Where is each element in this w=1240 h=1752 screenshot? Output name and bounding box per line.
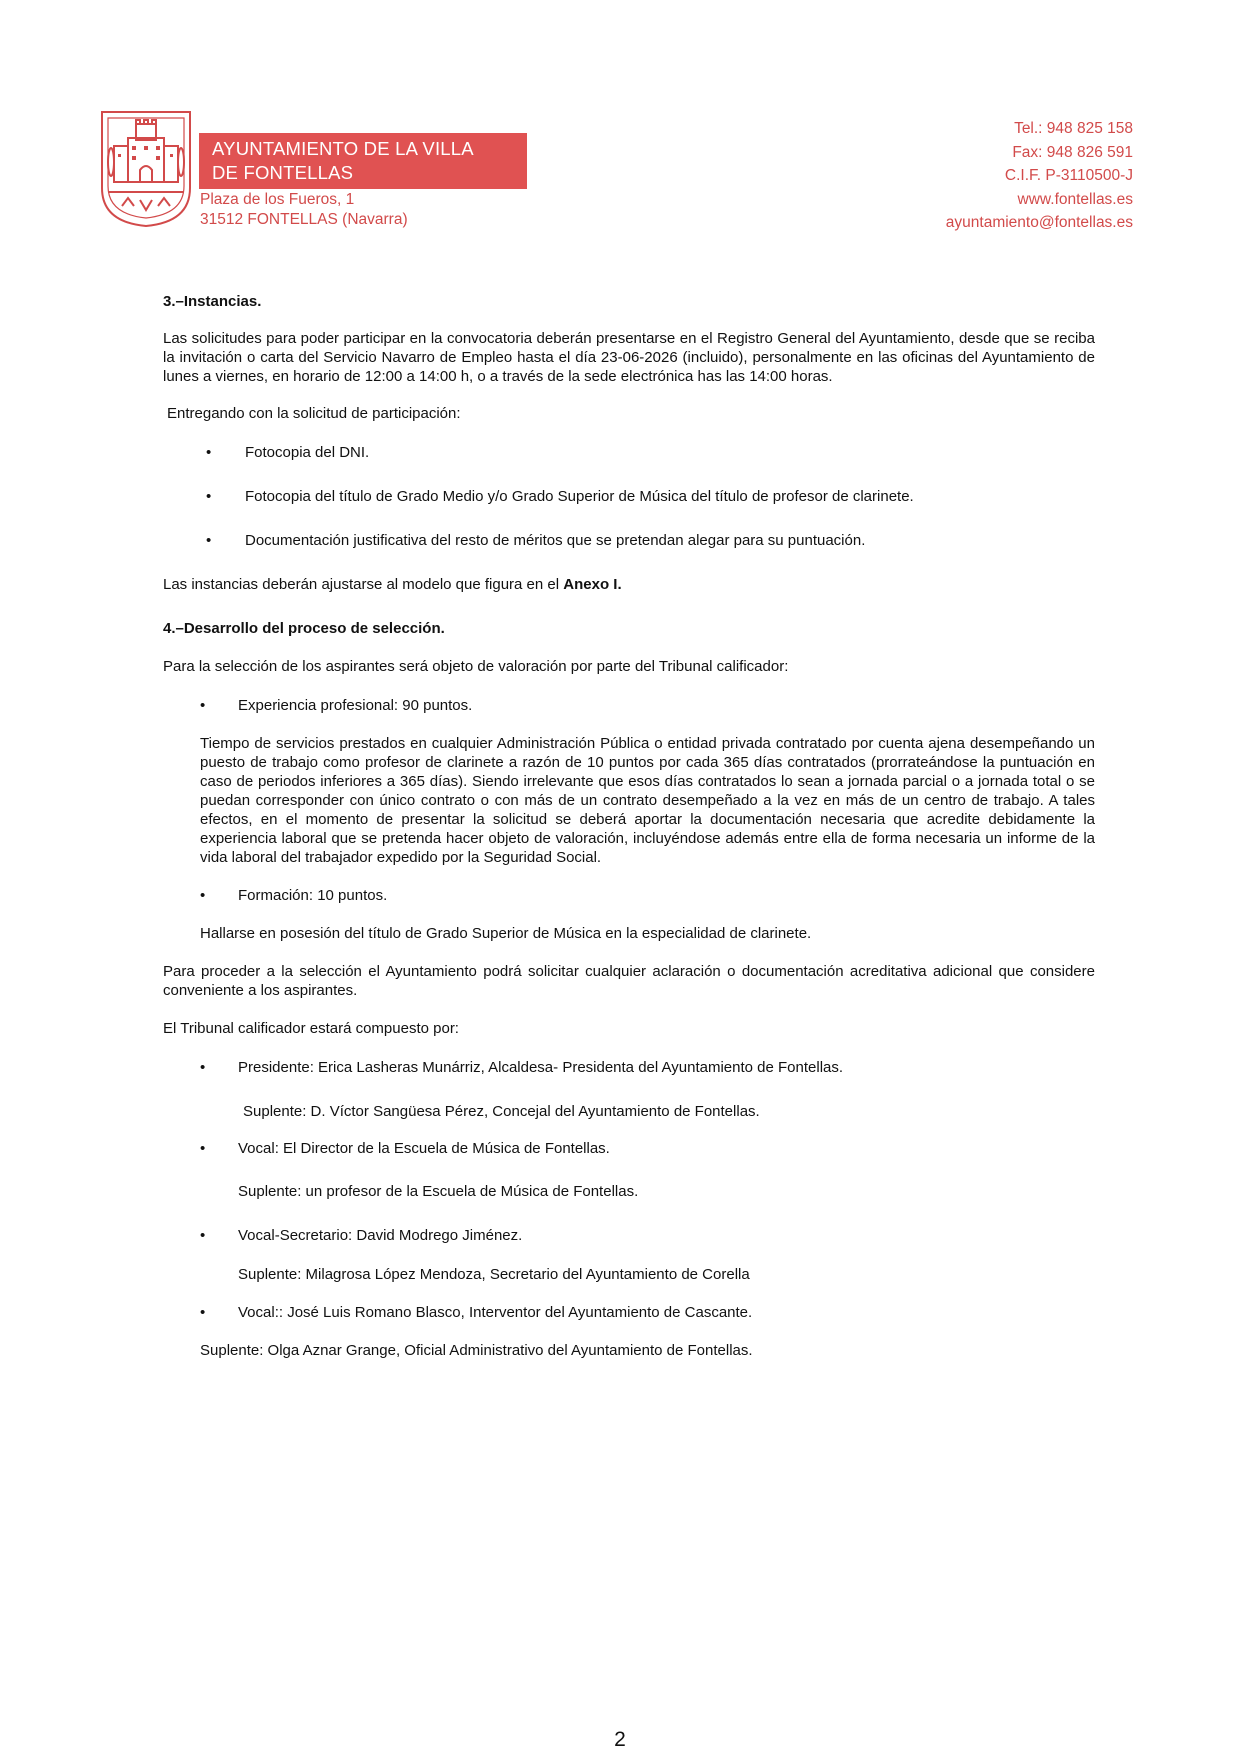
tribunal-member bbox=[163, 1226, 1095, 1245]
formacion-label: Formación: 10 puntos. bbox=[238, 887, 388, 904]
bullet-icon: • bbox=[200, 1140, 206, 1157]
tribunal-substitute: Suplente: Milagrosa López Mendoza, Secretario del Ayuntamiento de Corella bbox=[238, 1266, 750, 1283]
bullet-icon: • bbox=[200, 1304, 206, 1321]
bullet-icon: • bbox=[200, 697, 206, 714]
coat-of-arms-logo bbox=[100, 110, 192, 228]
list-item bbox=[163, 886, 1095, 905]
section4-title: 4.–Desarrollo del proceso de selección. bbox=[163, 620, 445, 637]
list-item bbox=[163, 443, 1095, 462]
organization-name-banner bbox=[199, 133, 527, 189]
section4-intro: Para la selección de los aspirantes será objeto de valoración por parte del Tribunal calificador: bbox=[163, 658, 789, 675]
section3-closing bbox=[163, 575, 1095, 594]
fax-number: Fax: 948 826 591 bbox=[1012, 143, 1133, 161]
website-link[interactable]: www.fontellas.es bbox=[1017, 190, 1133, 208]
org-name-line2: DE FONTELLAS bbox=[212, 162, 354, 183]
contact-block bbox=[946, 117, 1133, 235]
list-item-text: Fotocopia del título de Grado Medio y/o Grado Superior de Música del título de profesor de clarinete. bbox=[245, 488, 914, 505]
tribunal-role: Vocal:: José Luis Romano Blasco, Interventor del Ayuntamiento de Cascante. bbox=[238, 1304, 753, 1321]
tribunal-member bbox=[163, 1303, 1095, 1322]
bullet-icon: • bbox=[206, 532, 212, 549]
phone-number: Tel.: 948 825 158 bbox=[1014, 120, 1133, 137]
address-line2: 31512 FONTELLAS (Navarra) bbox=[200, 211, 408, 228]
tribunal-role: Presidente: Erica Lasheras Munárriz, Alcaldesa- Presidenta del Ayuntamiento de Fontellas. bbox=[238, 1059, 844, 1076]
tribunal-role: Vocal: El Director de la Escuela de Música de Fontellas. bbox=[238, 1140, 610, 1157]
email-link[interactable]: ayuntamiento@fontellas.es bbox=[945, 214, 1133, 231]
bullet-icon: • bbox=[200, 1059, 206, 1076]
cif-number: C.I.F. P-3110500-J bbox=[1004, 167, 1133, 184]
experiencia-label: Experiencia profesional: 90 puntos. bbox=[238, 697, 473, 714]
list-item bbox=[163, 696, 1095, 715]
organization-address bbox=[200, 190, 408, 230]
closing-text: Las instancias deberán ajustarse al modelo que figura en el bbox=[163, 576, 564, 593]
section3-title: 3.–Instancias. bbox=[163, 293, 262, 310]
tribunal-member bbox=[163, 1058, 1095, 1077]
list-item-text: Documentación justificativa del resto de méritos que se pretendan alegar para su puntuación. bbox=[245, 532, 866, 549]
selection-paragraph: Para proceder a la selección el Ayuntamiento podrá solicitar cualquier aclaración o documentación acreditativa adicional que considere conveniente a los aspirantes. bbox=[163, 963, 1095, 999]
formacion-description: Hallarse en posesión del título de Grado Superior de Música en la especialidad de clarinete. bbox=[200, 925, 812, 942]
tribunal-member bbox=[163, 1139, 1095, 1158]
tribunal-substitute: Suplente: Olga Aznar Grange, Oficial Administrativo del Ayuntamiento de Fontellas. bbox=[200, 1342, 753, 1359]
bullet-icon: • bbox=[200, 887, 206, 904]
bullet-icon: • bbox=[206, 488, 212, 505]
address-line1: Plaza de los Fueros, 1 bbox=[200, 191, 355, 208]
tribunal-intro: El Tribunal calificador estará compuesto por: bbox=[163, 1020, 459, 1037]
annex-reference: Anexo I. bbox=[563, 576, 622, 593]
document-body bbox=[163, 292, 1095, 1360]
tribunal-role: Vocal-Secretario: David Modrego Jiménez. bbox=[238, 1227, 523, 1244]
org-name-line1: AYUNTAMIENTO DE LA VILLA bbox=[212, 138, 474, 159]
page-number: 2 bbox=[614, 1728, 626, 1751]
section3-paragraph: Las solicitudes para poder participar en la convocatoria deberán presentarse en el Registro General del Ayuntamiento, desde que se reciba la invitación o carta del Servicio Navarro de Empleo hasta el día 23-06-2026 (incluido), personalmente en las oficinas del Ayuntamiento de lunes a viernes, en horario de 12:00 a 14:00 h, o a través de la sede electrónica has las 14:00 horas. bbox=[163, 330, 1095, 385]
experiencia-description: Tiempo de servicios prestados en cualquier Administración Pública o entidad privada contratado por cuenta ajena desempeñando un puesto de trabajo como profesor de clarinete a razón de 10 puntos por cada 365 días contratados (prorrateándose la puntuación en caso de periodos inferiores a 365 días). Siendo irrelevante que esos días contratados lo sean a jornada parcial o a jornada total o se puedan corresponder con único contrato o con más de un contrato desempeñado a la vez en más de un centro de trabajo. A tales efectos, en el momento de presentar la solicitud se deberá aportar la documentación necesaria que acredite debidamente la experiencia laboral que se pretenda hacer objeto de valoración, incluyéndose además entre ella de forma necesaria un informe de la vida laboral del trabajador expedido por la Seguridad Social. bbox=[200, 735, 1095, 866]
list-item bbox=[163, 487, 1095, 506]
list-item-text: Fotocopia del DNI. bbox=[245, 444, 370, 461]
section3-intro: Entregando con la solicitud de participación: bbox=[167, 405, 461, 422]
tribunal-substitute: Suplente: D. Víctor Sangüesa Pérez, Concejal del Ayuntamiento de Fontellas. bbox=[243, 1103, 760, 1120]
tribunal-substitute: Suplente: un profesor de la Escuela de Música de Fontellas. bbox=[238, 1183, 639, 1200]
bullet-icon: • bbox=[200, 1227, 206, 1244]
bullet-icon: • bbox=[206, 444, 212, 461]
list-item bbox=[163, 531, 1095, 550]
